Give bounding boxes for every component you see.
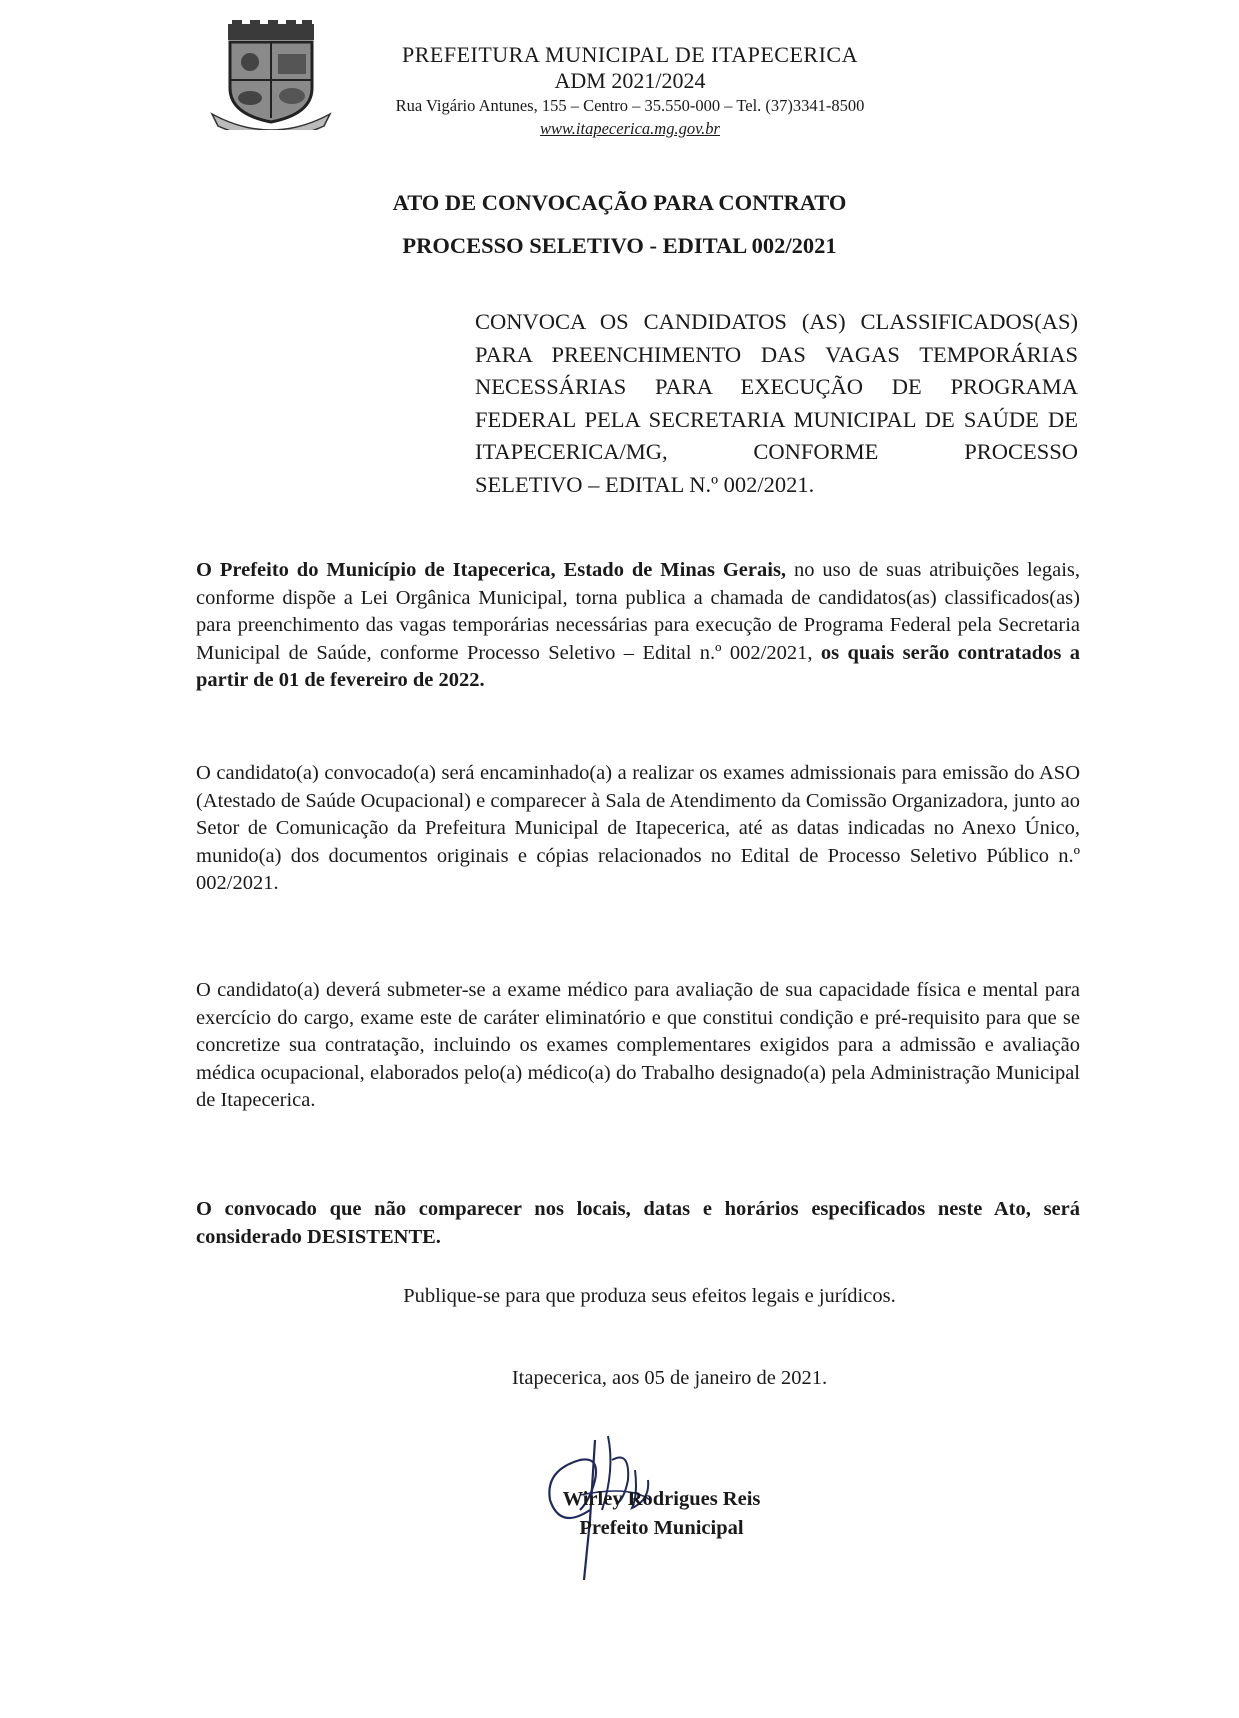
org-name: PREFEITURA MUNICIPAL DE ITAPECERICA [402, 42, 858, 67]
publication-line: Publique-se para que produza seus efeitos legais e jurídicos. [403, 1285, 896, 1307]
paragraph-4-warning: O convocado que não comparecer nos locais, datas e horários especificados neste Ato, será considerado DESISTENTE. [196, 1198, 1080, 1248]
document-subtitle: PROCESSO SELETIVO - EDITAL 002/2021 [402, 233, 837, 258]
letterhead [330, 42, 930, 140]
admin-term: ADM 2021/2024 [554, 68, 706, 93]
coat-of-arms-icon [210, 18, 332, 130]
address: Rua Vigário Antunes, 155 – Centro – 35.550-000 – Tel. (37)3341-8500 [395, 96, 865, 115]
date-line: Itapecerica, aos 05 de janeiro de 2021. [511, 1367, 828, 1389]
document-title: ATO DE CONVOCAÇÃO PARA CONTRATO [392, 190, 847, 215]
summary-block [475, 306, 1078, 501]
summary-body: CONVOCA OS CANDIDATOS (AS) CLASSIFICADOS(AS) PARA PREENCHIMENTO DAS VAGAS TEMPORÁRIAS NECESSÁRIAS PARA EXECUÇÃO DE PROGRAMA FEDERAL PELA SECRETARIA MUNICIPAL DE SAÚDE DE ITAPECERICA/MG, CONFORME PROCESSO [475, 309, 1078, 464]
summary-last-line: SELETIVO – EDITAL N.º 002/2021. [475, 471, 815, 497]
paragraph-3: O candidato(a) deverá submeter-se a exame médico para avaliação de sua capacidade física e mental para exercício do cargo, exame este de caráter eliminatório e que constitui condição e pré-requisito para que se concretize sua contratação, incluindo os exames complementares exigidos para a admissão e avaliação médica ocupacional, elaborados pelo(a) médico(a) do Trabalho designado(a) pela Administração Municipal de Itapecerica. [196, 979, 1080, 1111]
paragraph-1-text: no uso de suas atribuições legais, conforme dispõe a Lei Orgânica Municipal, torna publica a chamada de candidatos(as) classificados(as) para preenchimento das vagas temporárias necessárias para execução de Programa Federal pela Secretaria Municipal de Saúde, conforme Processo Seletivo – Edital n.º 002/2021, [196, 559, 1080, 664]
signer-name: Wirley Rodrigues Reis [562, 1488, 761, 1510]
paragraph-2: O candidato(a) convocado(a) será encaminhado(a) a realizar os exames admissionais para emissão do ASO (Atestado de Saúde Ocupacional) e comparecer à Sala de Atendimento da Comissão Organizadora, junto ao Setor de Comunicação da Prefeitura Municipal de Itapecerica, até as datas indicadas no Anexo Único, munido(a) dos documentos originais e cópias relacionados no Edital de Processo Seletivo Público n.º 002/2021. [196, 762, 1080, 894]
website-link[interactable]: www.itapecerica.mg.gov.br [540, 119, 720, 138]
paragraph-1-intro: O Prefeito do Município de Itapecerica, Estado de Minas Gerais, [196, 559, 787, 581]
paragraph-1-end: os quais serão contratados a partir de 01 de fevereiro de 2022. [196, 641, 1080, 691]
paragraph-1 [196, 557, 1080, 695]
signer-role: Prefeito Municipal [579, 1517, 744, 1539]
